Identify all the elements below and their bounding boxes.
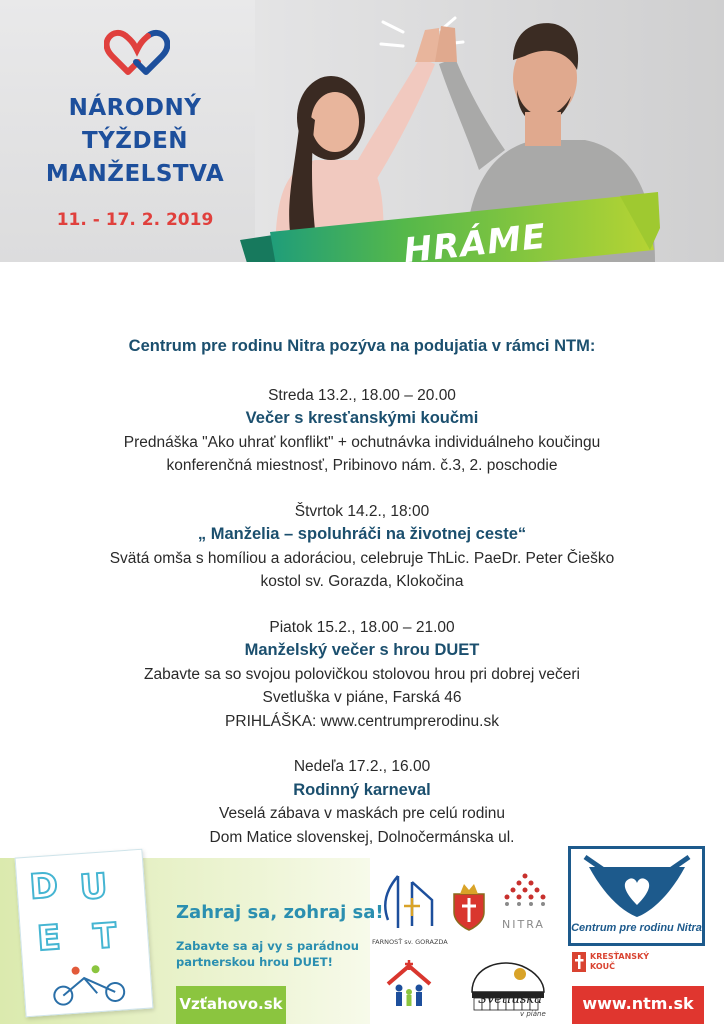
event-brand-name	[40, 92, 230, 191]
event-item	[60, 616, 664, 734]
duet-slogan-subtext: Zabavte sa aj vy s parádnou partnerskou hrou DUET!	[176, 939, 359, 969]
svetluska-caption: Svetluška	[478, 992, 542, 1007]
event-item	[60, 755, 664, 849]
banner-headline: HRÁME SPOLU!	[401, 216, 557, 332]
event-title: Manželský večer s hrou DUET	[244, 641, 480, 659]
nitra-city-logo-icon	[500, 872, 550, 908]
church-family-logo-icon	[384, 960, 434, 1010]
event-item	[60, 500, 664, 594]
event-location: Dom Matice slovenskej, Dolnočermánska ul.	[209, 828, 515, 846]
event-detail: Zabavte sa so svojou polovičkou stolovou hrou pri dobrej večeri	[144, 665, 580, 683]
brand-line-3: MANŽELSTVA	[45, 161, 225, 187]
svetluska-subcaption: v piáne	[520, 1010, 546, 1018]
christian-coach-line-1: KRESŤANSKÝ	[590, 952, 650, 961]
heart-hands-icon	[581, 853, 693, 923]
event-time: Štvrtok 14.2., 18:00	[294, 502, 430, 520]
event-item	[60, 384, 664, 478]
parish-caption: FARNOSŤ sv. GORAZDA	[372, 938, 448, 946]
christian-coach-cross-icon	[572, 952, 586, 972]
duet-game-box-image	[15, 849, 154, 1018]
duet-slogan: Zahraj sa, zohraj sa!	[176, 902, 384, 923]
event-location: konferenčná miestnosť, Pribinovo nám. č.3, 2. poschodie	[166, 457, 558, 474]
brand-line-2: TÝŽDEŇ	[81, 128, 189, 154]
coat-of-arms-icon	[450, 882, 488, 932]
event-time: Nedeľa 17.2., 16.00	[293, 758, 431, 775]
intro-text: Centrum pre rodinu Nitra pozýva na podujatia v rámci NTM:	[128, 337, 596, 355]
event-dates: 11. - 17. 2. 2019	[56, 210, 214, 230]
event-location: kostol sv. Gorazda, Klokočina	[260, 573, 464, 590]
nitra-caption: NITRA	[502, 918, 545, 931]
event-title: „ Manželia – spoluhráči na životnej ceste“	[197, 525, 527, 543]
christian-coach-label	[590, 952, 649, 972]
ntm-website-link-button[interactable]: www.ntm.sk	[572, 986, 704, 1024]
event-registration: PRIHLÁŠKA: www.centrumprerodinu.sk	[225, 712, 499, 730]
svetluska-piano-logo-icon	[462, 952, 552, 1018]
tandem-bicycle-icon	[43, 961, 136, 1007]
event-time: Streda 13.2., 18.00 – 20.00	[268, 386, 456, 404]
event-detail: Prednáška "Ako uhrať konflikt" + ochutnávka individuálneho koučingu	[123, 433, 601, 451]
duet-letter: E	[35, 917, 62, 960]
duet-letter: U	[78, 866, 109, 909]
duet-letter: T	[91, 915, 118, 958]
duet-letter: D	[28, 865, 60, 908]
christian-coach-line-2: KOUČ	[590, 962, 616, 971]
event-time: Piatok 15.2., 18.00 – 21.00	[269, 618, 455, 636]
event-title: Rodinný karneval	[293, 780, 431, 799]
event-location: Svetluška v piáne, Farská 46	[262, 689, 462, 706]
program	[60, 335, 664, 871]
parish-logo-icon	[376, 870, 446, 932]
cpr-name: Centrum pre rodinu Nitra	[571, 922, 702, 934]
brand-line-1: NÁRODNÝ	[68, 95, 202, 121]
vztahovo-link-button[interactable]: Vzťahovo.sk	[176, 986, 286, 1024]
event-title: Večer s kresťanskými koučmi	[245, 409, 479, 427]
event-detail: Veselá zábava v maskách pre celú rodinu	[218, 805, 506, 822]
event-detail: Svätá omša s homíliou a adoráciou, celebruje ThLic. PaeDr. Peter Čieško	[109, 549, 615, 567]
interlocked-hearts-logo-icon	[104, 28, 170, 80]
